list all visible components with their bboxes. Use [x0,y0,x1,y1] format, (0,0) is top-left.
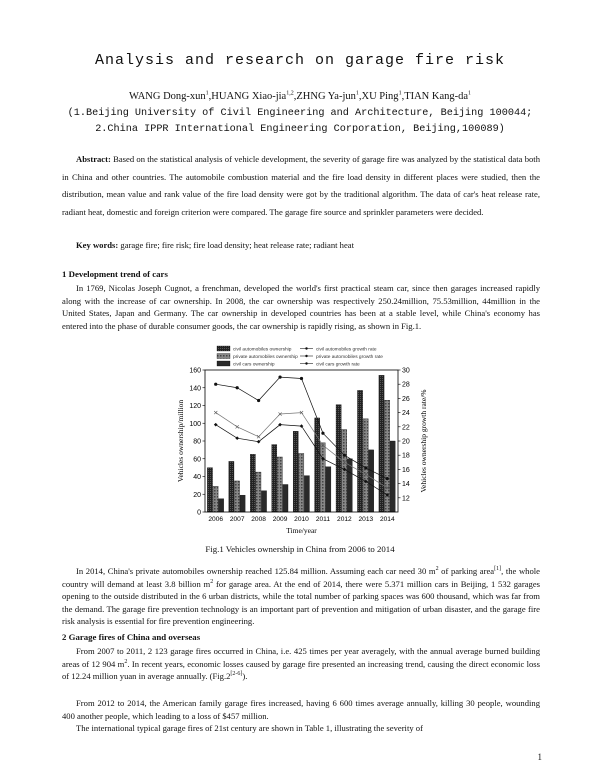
section-2-heading: 2 Garage fires of China and overseas [62,632,201,642]
growth-point-3-2006 [214,423,218,427]
growth-point-3-2007 [235,436,239,440]
y-tick-60: 60 [193,456,201,464]
vehicle-ownership-chart [160,340,440,540]
bar-3-2008 [261,491,266,512]
x-tick-2013: 2013 [358,516,374,523]
bar-3-2011 [326,467,331,512]
y2-axis-label: Vehicles ownership growth rate/% [419,389,428,493]
keywords: Key words: garage fire; fire risk; fire load density; heat release rate; radiant heat [76,240,354,250]
section-2-paragraph-3: The international typical garage fires of 21st century are shown in Table 1, illustrating the severity of [76,723,423,733]
x-tick-2014: 2014 [379,516,395,523]
y-tick-140: 140 [189,385,201,393]
x-tick-2006: 2006 [208,516,224,523]
paper-title: Analysis and research on garage fire risk [94,52,506,69]
section-2-paragraph-2: From 2012 to 2014, the American family garage fires increased, having 6 600 times average annually, killing 30 people, wounding 400 another people, which leading to a loss of $457 million. [62,698,540,721]
y-tick-20: 20 [193,491,201,499]
y2-tick-18: 18 [402,452,410,460]
y-tick-40: 40 [193,474,201,481]
legend-line-label-2: private automobiles growth rate [316,355,383,360]
y-tick-160: 160 [189,367,201,375]
y2-tick-26: 26 [402,395,410,403]
figure-1-caption: Fig.1 Vehicles ownership in China from 2006 to 2014 [205,544,395,554]
growth-point-1-2008 [257,399,260,402]
keywords-label: Key words: [76,240,119,250]
bar-2-2008 [256,472,261,512]
growth-point-2-2006 [214,411,217,414]
x-tick-2008: 2008 [251,516,266,523]
legend-line-label-3: civil cars growth rate [316,362,360,368]
section-1-heading: 1 Development trend of cars [62,269,168,279]
x-tick-2012: 2012 [337,516,352,523]
growth-point-3-2010 [300,424,304,428]
bar-2-2011 [320,443,325,512]
author-list: WANG Dong-xun$^1$,HUANG Xiao-jia$^{1,2}$,ZHNG Ya-jun$^1$,XU Ping$^1$,TIAN Kang-$da^1$ [128,90,472,102]
bar-1-2011 [315,418,320,512]
growth-point-1-2009 [278,376,281,379]
bar-3-2007 [240,495,245,512]
bar-1-2006 [207,468,212,512]
bar-3-2006 [219,499,224,512]
y-axis-label: Vehicles ownership/million [176,399,185,483]
bar-1-2007 [229,461,234,512]
growth-point-2-2008 [257,435,260,438]
y2-tick-30: 30 [402,367,410,375]
growth-point-1-2012 [343,454,346,457]
legend-bar-label-2: private automobiles ownership [233,355,298,360]
y2-tick-28: 28 [402,381,410,389]
y2-tick-14: 14 [402,481,410,489]
bar-2-2007 [234,481,239,512]
bar-3-2014 [390,441,395,512]
abstract-label: Abstract: [76,154,111,164]
x-tick-2010: 2010 [294,516,309,523]
bar-2-2013 [363,419,368,512]
bar-1-2009 [272,445,277,512]
legend-bar-swatch-2 [217,354,230,359]
bar-1-2012 [336,405,341,512]
section-1-paragraph-1: In 1769, Nicolas Joseph Cugnot, a frenchman, developed the world's first practical steam car, since then garages increased rapidly along with the increase of car ownership. In 2008, the car ownership was respectively 250.24million, 75.53million, 44million in the United States, Japan and Germany. The car ownership in developed countries has been at a stable level, while China's economy has entered into the phase of durable consumer goods, the car ownership is rapidly rising, as shown in Fig.1. [62,283,540,331]
growth-point-2-2007 [236,425,239,428]
growth-point-1-2011 [321,432,324,435]
legend-line-label-1: civil automobiles growth rate [316,347,377,353]
bar-2-2010 [299,453,304,512]
bar-3-2013 [369,450,374,512]
y2-tick-22: 22 [402,424,410,432]
bar-2-2006 [213,486,218,512]
growth-point-1-2010 [300,377,303,380]
growth-point-1-2013 [364,466,367,469]
section-1-paragraph-2: In 2014, China's private automobiles ownership reached 125.84 million. Assuming each car need 30 $m^2$ of parking area[1], the whole country will demand at least 3.8 billion $m^2$ for garage area. At the end of 2014, there were 5.371 million cars in Beijing, 1 532 garages opening to the outside distributed in the 6 urban districts, while the total number of parking spaces was 600 thousand, which was far from the demand. The garage fire prevention technology is an important part of prevention and mitigation of urban disaster, and the garage fire risk analysis is essential for fire prevention engineering. [62,566,540,627]
x-tick-2009: 2009 [272,516,288,523]
y-tick-120: 120 [189,403,201,410]
bar-1-2010 [293,431,298,512]
legend-bar-label-1: civil automobiles ownership [233,347,292,353]
y2-tick-20: 20 [402,438,410,446]
bar-3-2009 [283,484,288,512]
section-2-paragraph-1: From 2007 to 2011, 2 123 garage fires occurred in China, i.e. 425 times per year averagely, with the annual average burned building areas of 12 904 $m^2$. In recent years, economic losses caused by garage fire presented an increasing trend, causing the direct economic loss of 12.24 million yuan in average annually. (Fig.2[2-6]). [62,646,540,682]
y2-tick-24: 24 [402,410,410,418]
y-tick-80: 80 [193,438,201,446]
y2-tick-16: 16 [402,466,410,474]
affiliation-line-2: 2.China IPPR International Engineering Corporation, Beijing,100089) [95,124,505,135]
growth-point-1-2014 [386,477,389,480]
legend-bar-label-3: civil cars ownership [233,362,275,368]
bar-1-2013 [357,390,362,512]
x-tick-2007: 2007 [229,516,245,523]
y-tick-100: 100 [189,420,201,428]
affiliation-line-1: (1.Beijing University of Civil Engineering and Architecture, Beijing 100044; [67,108,533,119]
x-tick-2011: 2011 [315,516,331,523]
abstract: Abstract: Based on the statistical analysis of vehicle development, the severity of garage fire was analyzed by the statistical data both in China and other countries. The automobile combustion material and the fire load density in different places were studied, then the distribution, mean value and rank value of the fire load density were got by the traditional algorithm. The data of car's heat release rate, radiant heat, domestic and foreign criterion were compared. The garage fire source and sprinkler parameters were decided. [62,154,540,217]
y2-tick-12: 12 [402,495,410,503]
bar-1-2008 [250,454,255,512]
bar-2-2009 [277,457,282,512]
legend-bar-swatch-3 [217,361,230,366]
growth-point-1-2006 [214,383,217,386]
growth-point-1-2007 [236,386,239,389]
x-axis-label: Time/year [286,526,317,535]
y-tick-0: 0 [197,509,201,517]
bar-3-2010 [304,476,309,512]
legend-bar-swatch-1 [217,346,230,351]
page-number: 1 [537,752,542,762]
